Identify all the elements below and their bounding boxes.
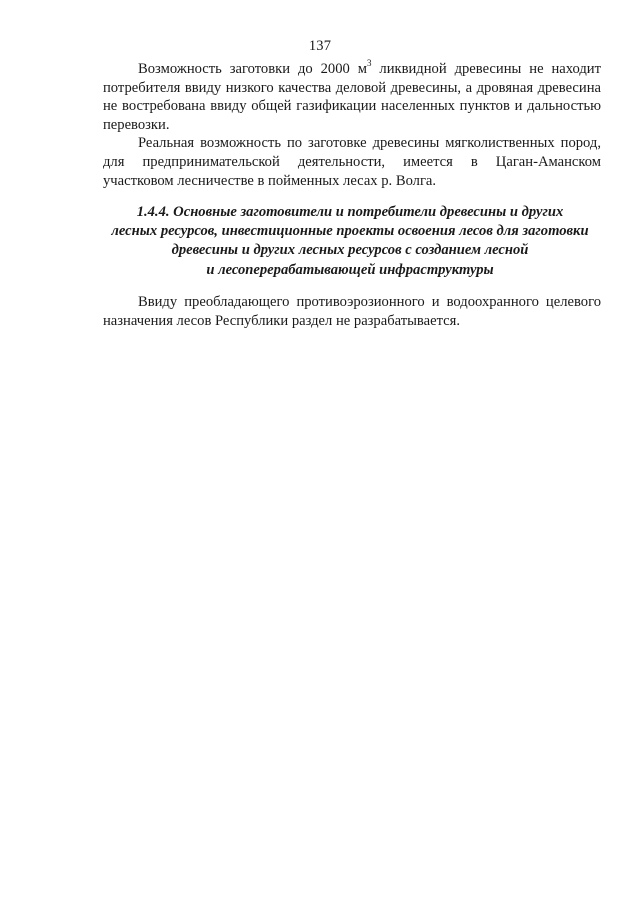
page-number: 137 [308,38,332,54]
section-heading-1-4-4 [95,203,605,280]
heading-line: и лесоперерабатывающей инфраструктуры [206,261,494,278]
heading-line: древесины и других лесных ресурсов с созданием лесной [171,242,529,259]
text-block-top [103,60,601,190]
paragraph-softwood-harvesting: Реальная возможность по заготовке древесины мягколиственных пород, для предпринимательской деятельности, имеется в Цаган-Аманском участковом лесничестве в пойменных лесах р. Волга. [103,135,601,189]
paragraph-timber-harvesting: Возможность заготовки до 2000 $м^3$ ликвидной древесины не находит потребителя ввиду низкого качества деловой древесины, а дровяная древесина не востребована ввиду общей газификации населенных пунктов и дальностью перевозки. [103,58,601,133]
heading-line: лесных ресурсов, инвестиционные проекты освоения лесов для заготовки [111,223,589,240]
text-block-bottom [103,293,601,330]
heading-line: 1.4.4. Основные заготовители и потребители древесины и других [136,204,564,220]
paragraph-section-not-developed: Ввиду преобладающего противоэрозионного и водоохранного целевого назначения лесов Республики раздел не разрабатывается. [103,294,601,329]
superscript-cubic: 3 [366,58,372,69]
